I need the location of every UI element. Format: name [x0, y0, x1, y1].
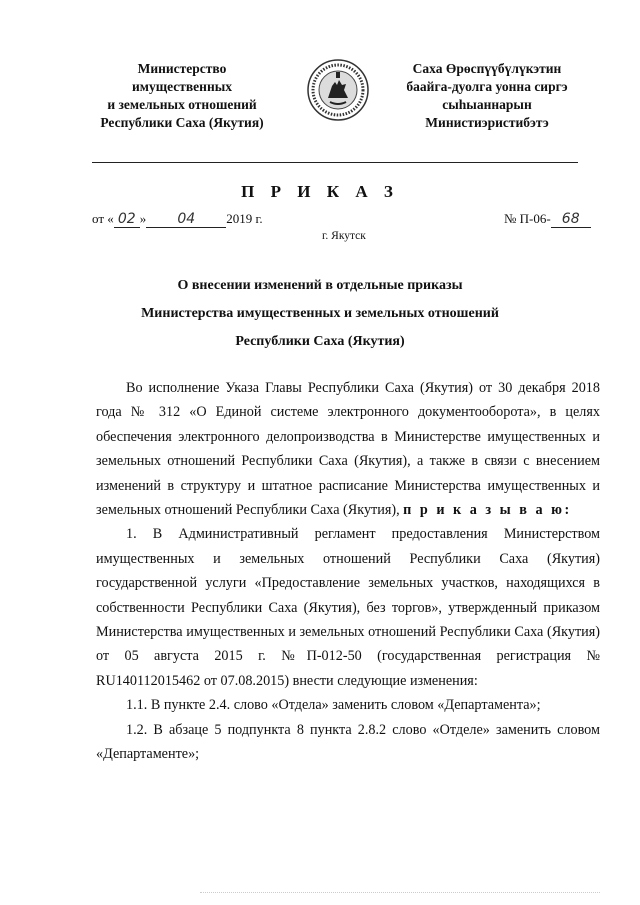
order-body [96, 376, 600, 767]
date-prefix: от « [92, 211, 114, 226]
body-paragraph: 1.2. В абзаце 5 подпункта 8 пункта 2.8.2 слово «Отделе» заменить словом «Департаменте»; [96, 721, 600, 763]
body-paragraph [96, 376, 600, 522]
ministry-name-russian [82, 60, 282, 132]
scan-edge-artifact [200, 892, 600, 893]
ministry-name-line: Саха Өрөспүүбүлүкэтин [412, 61, 562, 76]
ministry-name-line: Министиэристибэтэ [425, 115, 549, 130]
date-mid: » [139, 211, 147, 226]
subject-line: О внесении изменений в отдельные приказы [177, 278, 463, 293]
date-day: 02 [114, 211, 140, 228]
body-paragraph: 1.1. В пункте 2.4. слово «Отдела» заменить словом «Департамента»; [126, 697, 541, 714]
order-date [92, 211, 263, 228]
ministry-name-line: баайга-дуолга уонна сиргэ [406, 79, 568, 94]
ministry-name-line: Министерство [137, 61, 227, 76]
subject-line: Министерства имущественных и земельных отношений [141, 306, 499, 321]
ministry-name-line: имущественных [131, 79, 233, 94]
ministry-name-line: Республики Саха (Якутия) [100, 115, 264, 130]
order-keyword: п р и к а з ы в а ю: [403, 502, 572, 519]
date-year: 2019 г. [226, 211, 263, 226]
preamble-text: Во исполнение Указа Главы Республики Саха (Якутия) от 30 декабря 2018 года № 312 «О Единой системе электронного документооборота», в целях обеспечения электронного делопроизводства в Министерстве имущественных и земельных отношений Республики Саха (Якутия), а также в связи с внесением изменений в структуру и штатное расписание Министерства имущественных и земельных отношений Республики Саха (Якутия), [96, 380, 600, 519]
ministry-name-line: сыһыаннарын [442, 97, 532, 112]
document-title: П Р И К А З [241, 182, 399, 201]
order-number [504, 211, 591, 228]
city: г. Якутск [322, 230, 366, 242]
body-paragraph: 1. В Административный регламент предоставления Министерством имущественных и земельных отношений Республики Саха (Якутия) государственной услуги «Предоставление земельных участков, находящихся в собственности Республики Саха (Якутия), без торгов», утвержденный приказом Министерства имущественных и земельных отношений Республики Саха (Якутия) от 05 августа 2015 г. №П-012-50 (государственная регистрация № RU140112015462 от 07.08.2015) внести следующие изменения: [96, 526, 600, 689]
subject-line: Республики Саха (Якутия) [235, 334, 405, 349]
order-subject [0, 272, 640, 356]
ministry-name-yakut [382, 60, 592, 132]
number-prefix: № П-06- [504, 211, 551, 226]
header-divider [92, 162, 578, 163]
coat-of-arms-icon [306, 58, 370, 122]
number-value: 68 [551, 211, 591, 228]
ministry-name-line: и земельных отношений [107, 97, 257, 112]
date-month: 04 [146, 211, 226, 228]
